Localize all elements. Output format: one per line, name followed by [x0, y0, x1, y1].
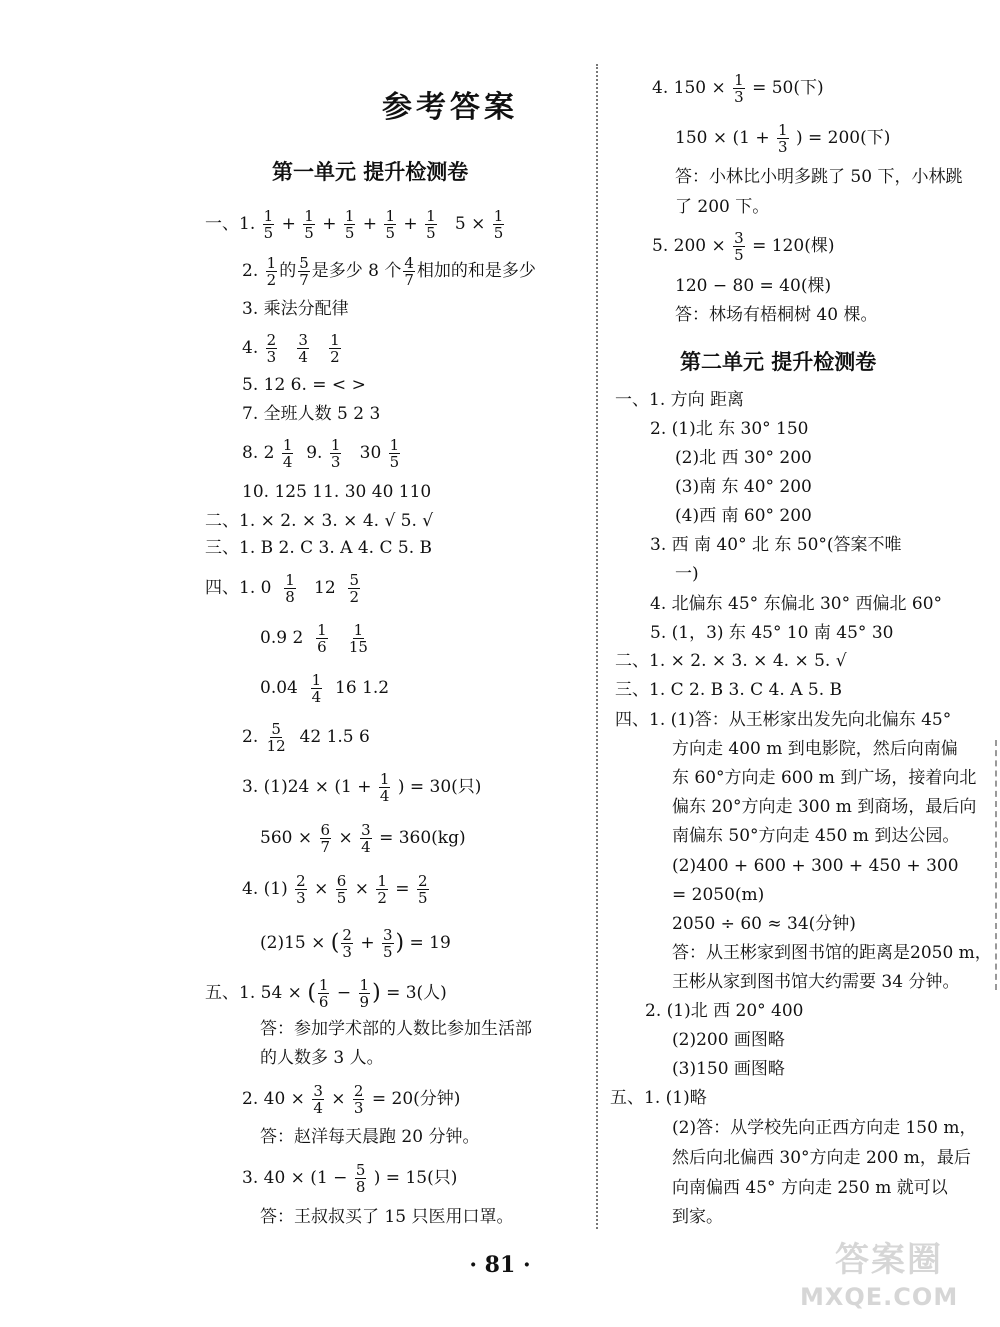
u2-q4-1d: 偏东 20°方向走 300 m 到商场，最后向 [672, 797, 977, 817]
u2-q4-1b: 方向走 400 m 到电影院，然后向南偏 [672, 739, 958, 759]
q4-3b: 560 × $\frac{6}{7}$ × $\frac{3}{4}$ = 360(kg) [260, 821, 466, 856]
q5-2-answer: 答：赵洋每天晨跑 20 分钟。 [260, 1127, 480, 1147]
u2-q5-2b: 然后向北偏西 30°方向走 200 m，最后 [672, 1148, 971, 1168]
u2-q1-2d: (4)西 南 60° 200 [675, 506, 812, 526]
q1-2: 2. $\frac{1}{2}$ 的 $\frac{5}{7}$ 是多少 8 个 $\frac{4}{7}$ 相加的和是多少 [242, 254, 536, 289]
u2-section-2: 二、1. × 2. × 3. × 4. × 5. √ [615, 651, 847, 671]
r-q4-answer-1: 答：小林比小明多跳了 50 下，小林跳 [675, 167, 963, 187]
u2-q1-1: 一、1. 方向 距离 [615, 390, 745, 410]
u2-section-3: 三、1. C 2. B 3. C 4. A 5. B [615, 680, 843, 700]
r-q4b: 150 × (1 + $\frac{1}{3}$ ) = 200(下) [675, 121, 891, 156]
q4-3a: 3. (1)24 × (1 + $\frac{1}{4}$ ) = 30(只) [242, 770, 482, 805]
r-q5-answer: 答：林场有梧桐树 40 棵。 [675, 305, 878, 325]
u2-q4-1h: 2050 ÷ 60 ≈ 34(分钟) [672, 914, 856, 934]
unit2-heading: 第二单元 提升检测卷 [680, 350, 877, 374]
u2-q5-1: 五、1. (1)略 [610, 1088, 707, 1108]
page-title: 参考答案 [382, 90, 518, 125]
u2-q4-1f: (2)400 + 600 + 300 + 450 + 300 [672, 856, 959, 876]
fraction: $\frac{1}{5}$ [426, 207, 436, 242]
q4-1a: 四、1. 0 $\frac{1}{8}$ 12 $\frac{5}{2}$ [205, 571, 360, 606]
u2-q4-1g: = 2050(m) [672, 885, 765, 905]
u2-q4-1i: 答：从王彬家到图书馆的距离是2050 m， [672, 943, 992, 963]
u2-q4-1c: 东 60°方向走 600 m 到广场，接着向北 [672, 768, 977, 788]
watermark-logo: 答案圈 [835, 1240, 943, 1280]
column-divider [596, 64, 598, 1229]
q5-2: 2. 40 × $\frac{3}{4}$ × $\frac{2}{3}$ = 20(分钟) [242, 1082, 461, 1117]
r-q4: 4. 150 × $\frac{1}{3}$ = 50(下) [652, 71, 824, 106]
u2-q4-1a: 四、1. (1)答：从王彬家出发先向北偏东 45° [615, 710, 952, 730]
u2-q1-3b: 一) [675, 564, 699, 584]
r-q5b: 120 − 80 = 40(棵) [675, 276, 832, 296]
fraction: $\frac{1}{5}$ [385, 207, 396, 242]
u2-q1-2b: (2)北 西 30° 200 [675, 448, 812, 468]
q1-7: 7. 全班人数 5 2 3 [242, 404, 381, 424]
u2-q4-1e: 南偏东 50°方向走 450 m 到达公园。 [672, 826, 960, 846]
u2-q4-2b: (2)200 画图略 [672, 1030, 785, 1050]
u2-q1-2: 2. (1)北 东 30° 150 [650, 419, 809, 439]
section-3: 三、1. B 2. C 3. A 4. C 5. B [205, 538, 433, 558]
q4-4b: (2)15 × ( $\frac{2}{3}$ + $\frac{3}{5}$ ) = 19 [260, 926, 451, 961]
margin-dashes [995, 740, 997, 990]
u2-q5-2d: 到家。 [672, 1207, 723, 1227]
u2-q4-2c: (3)150 画图略 [672, 1059, 785, 1079]
r-q4-answer-2: 了 200 下。 [675, 197, 770, 217]
r-q5: 5. 200 × $\frac{3}{5}$ = 120(棵) [652, 229, 835, 264]
u2-q4-1j: 王彬从家到图书馆大约需要 34 分钟。 [672, 972, 960, 992]
u2-q1-5: 5. (1，3) 东 45° 10 南 45° 30 [650, 623, 894, 643]
u2-q1-3a: 3. 西 南 40° 北 东 50°(答案不唯 [650, 535, 902, 555]
watermark-url: MXQE.COM [800, 1283, 959, 1311]
q1-3: 3. 乘法分配律 [242, 299, 349, 319]
fraction: $\frac{1}{5}$ [493, 207, 504, 242]
fraction: $\frac{1}{5}$ [304, 207, 314, 242]
q1-4: 4. $\frac{2}{3}$ $\frac{3}{4}$ $\frac{1}{2}$ [242, 331, 340, 366]
u2-q1-2c: (3)南 东 40° 200 [675, 477, 812, 497]
unit1-heading: 第一单元 提升检测卷 [272, 160, 469, 184]
q4-1b: 0.9 2 $\frac{1}{6}$ $\frac{1}{15}$ [260, 621, 368, 656]
q5-1: 五、1. 54 × ( $\frac{1}{6}$ − $\frac{1}{9}$ ) = 3(人) [205, 976, 447, 1011]
q5-1-answer-1: 答：参加学术部的人数比参加生活部 [260, 1019, 532, 1039]
q4-2: 2. $\frac{5}{12}$ 42 1.5 6 [242, 720, 370, 755]
u2-q5-2c: 向南偏西 45° 方向走 250 m 就可以 [672, 1178, 948, 1198]
q1-10-11: 10. 125 11. 30 40 110 [242, 482, 432, 502]
q4-4a: 4. (1) $\frac{2}{3}$ × $\frac{6}{5}$ × $\frac{1}{2}$ = $\frac{2}{5}$ [242, 872, 428, 907]
fraction: $\frac{1}{5}$ [263, 207, 274, 242]
q1-8-9: 8. 2 $\frac{1}{4}$ 9. $\frac{1}{3}$ 30 $\frac{1}{5}$ [242, 436, 400, 471]
q5-3-answer: 答：王叔叔买了 15 只医用口罩。 [260, 1207, 514, 1227]
fraction: $\frac{1}{5}$ [344, 207, 355, 242]
u2-q5-2a: (2)答：从学校先向正西方向走 150 m， [672, 1118, 977, 1138]
q5-1-answer-2: 的人数多 3 人。 [260, 1048, 384, 1068]
q4-1c: 0.04 $\frac{1}{4}$ 16 1.2 [260, 671, 390, 706]
q1-5-6: 5. 12 6. = < > [242, 375, 366, 395]
q5-3: 3. 40 × (1 − $\frac{5}{8}$ ) = 15(只) [242, 1161, 458, 1196]
q1-1: 一、1. $\frac{1}{5}$ + $\frac{1}{5}$ + $\frac{1}{5}$ + $\frac{1}{5}$ + $\frac{1}{5}$ 5 × $\frac{1}{5}$ [205, 207, 504, 242]
u2-q1-4: 4. 北偏东 45° 东偏北 30° 西偏北 60° [650, 594, 943, 614]
page-number: · 81 · [469, 1252, 531, 1278]
u2-q4-2a: 2. (1)北 西 20° 400 [645, 1001, 804, 1021]
section-2: 二、1. × 2. × 3. × 4. √ 5. √ [205, 511, 434, 531]
